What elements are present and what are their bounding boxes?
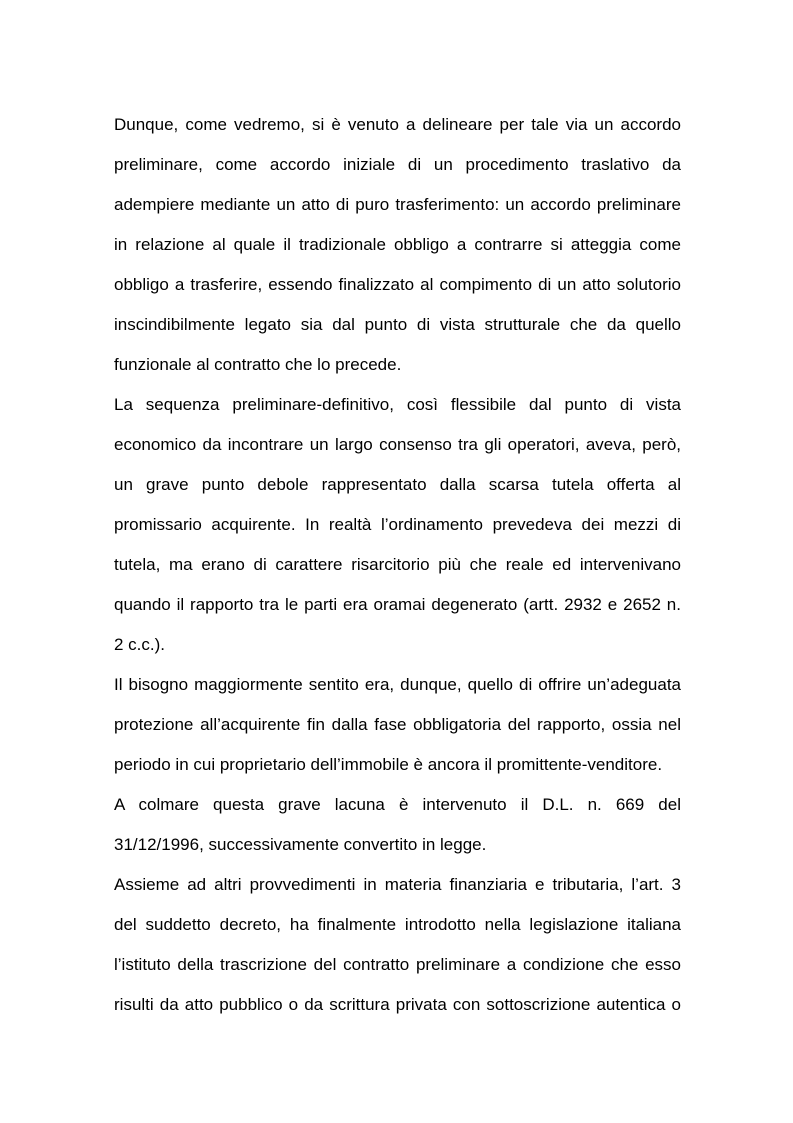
- text-line: quando il rapporto tra le parti era oramai degenerato (artt. 2932 e 2652 n.: [114, 595, 681, 614]
- text-line: Il bisogno maggiormente sentito era, dunque, quello di offrire un’adeguata: [114, 675, 681, 694]
- text-line: protezione all’acquirente fin dalla fase obbligatoria del rapporto, ossia nel: [114, 715, 681, 734]
- text-line: l’istituto della trascrizione del contratto preliminare a condizione che esso: [114, 955, 681, 974]
- text-line: funzionale al contratto che lo precede.: [114, 355, 402, 374]
- body-text: [114, 105, 681, 1025]
- text-line: in relazione al quale il tradizionale obbligo a contrarre si atteggia come: [114, 235, 681, 254]
- text-line: A colmare questa grave lacuna è intervenuto il D.L. n. 669 del: [114, 795, 681, 814]
- text-line: risulti da atto pubblico o da scrittura privata con sottoscrizione autentica o: [114, 995, 681, 1014]
- text-line: Dunque, come vedremo, si è venuto a delineare per tale via un accordo: [114, 115, 681, 134]
- text-line: preliminare, come accordo iniziale di un procedimento traslativo da: [114, 155, 681, 174]
- text-line: un grave punto debole rappresentato dalla scarsa tutela offerta al: [114, 475, 681, 494]
- text-line: tutela, ma erano di carattere risarcitorio più che reale ed intervenivano: [114, 555, 681, 574]
- text-line: La sequenza preliminare-definitivo, così flessibile dal punto di vista: [114, 395, 681, 414]
- text-line: inscindibilmente legato sia dal punto di vista strutturale che da quello: [114, 315, 681, 334]
- text-line: obbligo a trasferire, essendo finalizzato al compimento di un atto solutorio: [114, 275, 681, 294]
- text-line: 31/12/1996, successivamente convertito in legge.: [114, 835, 487, 854]
- text-line: promissario acquirente. In realtà l’ordinamento prevedeva dei mezzi di: [114, 515, 681, 534]
- text-line: 2 c.c.).: [114, 635, 166, 654]
- text-line: economico da incontrare un largo consenso tra gli operatori, aveva, però,: [114, 435, 681, 454]
- text-line: Assieme ad altri provvedimenti in materia finanziaria e tributaria, l’art. 3: [114, 875, 681, 894]
- text-line: adempiere mediante un atto di puro trasferimento: un accordo preliminare: [114, 195, 681, 214]
- text-line: del suddetto decreto, ha finalmente introdotto nella legislazione italiana: [114, 915, 681, 934]
- text-line: periodo in cui proprietario dell’immobile è ancora il promittente-venditore.: [114, 755, 663, 774]
